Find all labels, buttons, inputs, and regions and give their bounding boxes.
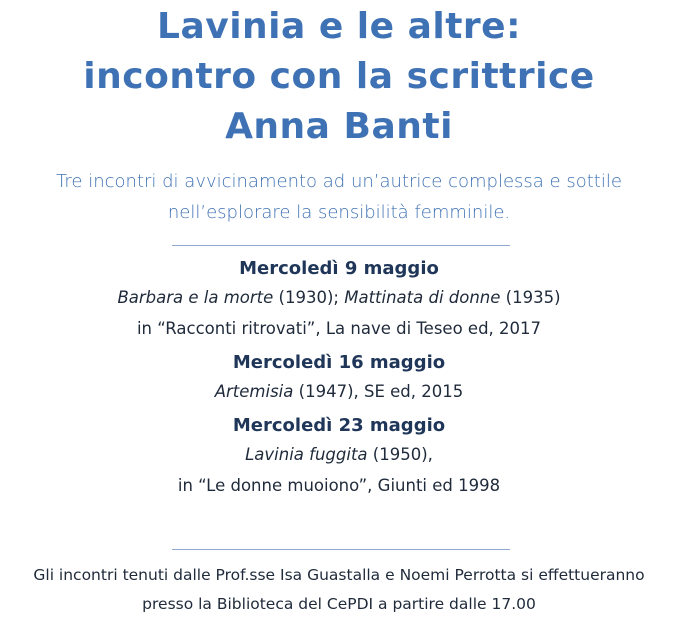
event-item [0,413,678,501]
subtitle-line-1: Tre incontri di avvicinamento ad un’autrice complessa e sottile [56,171,622,192]
work-info: in “Racconti ritrovati”, La nave di Teseo ed, 2017 [136,319,542,338]
flyer-subtitle [0,166,678,228]
work-title: Lavinia fuggita [245,445,368,464]
work-title: Mattinata di donne [344,288,501,307]
title-line-2: incontro con la scrittrice [83,56,595,97]
event-list [0,256,678,507]
footer-line-1: Gli incontri tenuti dalle Prof.sse Isa Guastalla e Noemi Perrotta si effettueranno [33,566,645,584]
work-info: (1935) [500,288,561,307]
footer-line-2: presso la Biblioteca del CePDI a partire dalle 17.00 [142,595,536,613]
work-info: (1947), SE ed, 2015 [293,382,464,401]
bottom-divider [172,549,510,550]
flyer-title [0,2,678,152]
work-title: Barbara e la morte [117,288,274,307]
event-date: Mercoledì 23 maggio [232,415,446,436]
event-detail-line [0,439,678,470]
subtitle-line-2: nell’esplorare la sensibilità femminile. [167,202,511,223]
event-item [0,350,678,407]
event-date: Mercoledì 9 maggio [239,258,439,279]
work-info: (1950), [367,445,433,464]
flyer-footer [0,561,678,619]
event-item [0,256,678,344]
event-detail-line [0,470,678,501]
event-date: Mercoledì 16 maggio [232,352,446,373]
work-info: (1930); [273,288,345,307]
title-line-3: Anna Banti [225,106,453,147]
event-detail-line [0,376,678,407]
title-line-1: Lavinia e le altre: [157,6,521,47]
work-title: Artemisia [214,382,294,401]
event-detail-line [0,282,678,313]
event-detail-line [0,313,678,344]
work-info: in “Le donne muoiono”, Giunti ed 1998 [177,476,501,495]
top-divider [172,245,510,246]
